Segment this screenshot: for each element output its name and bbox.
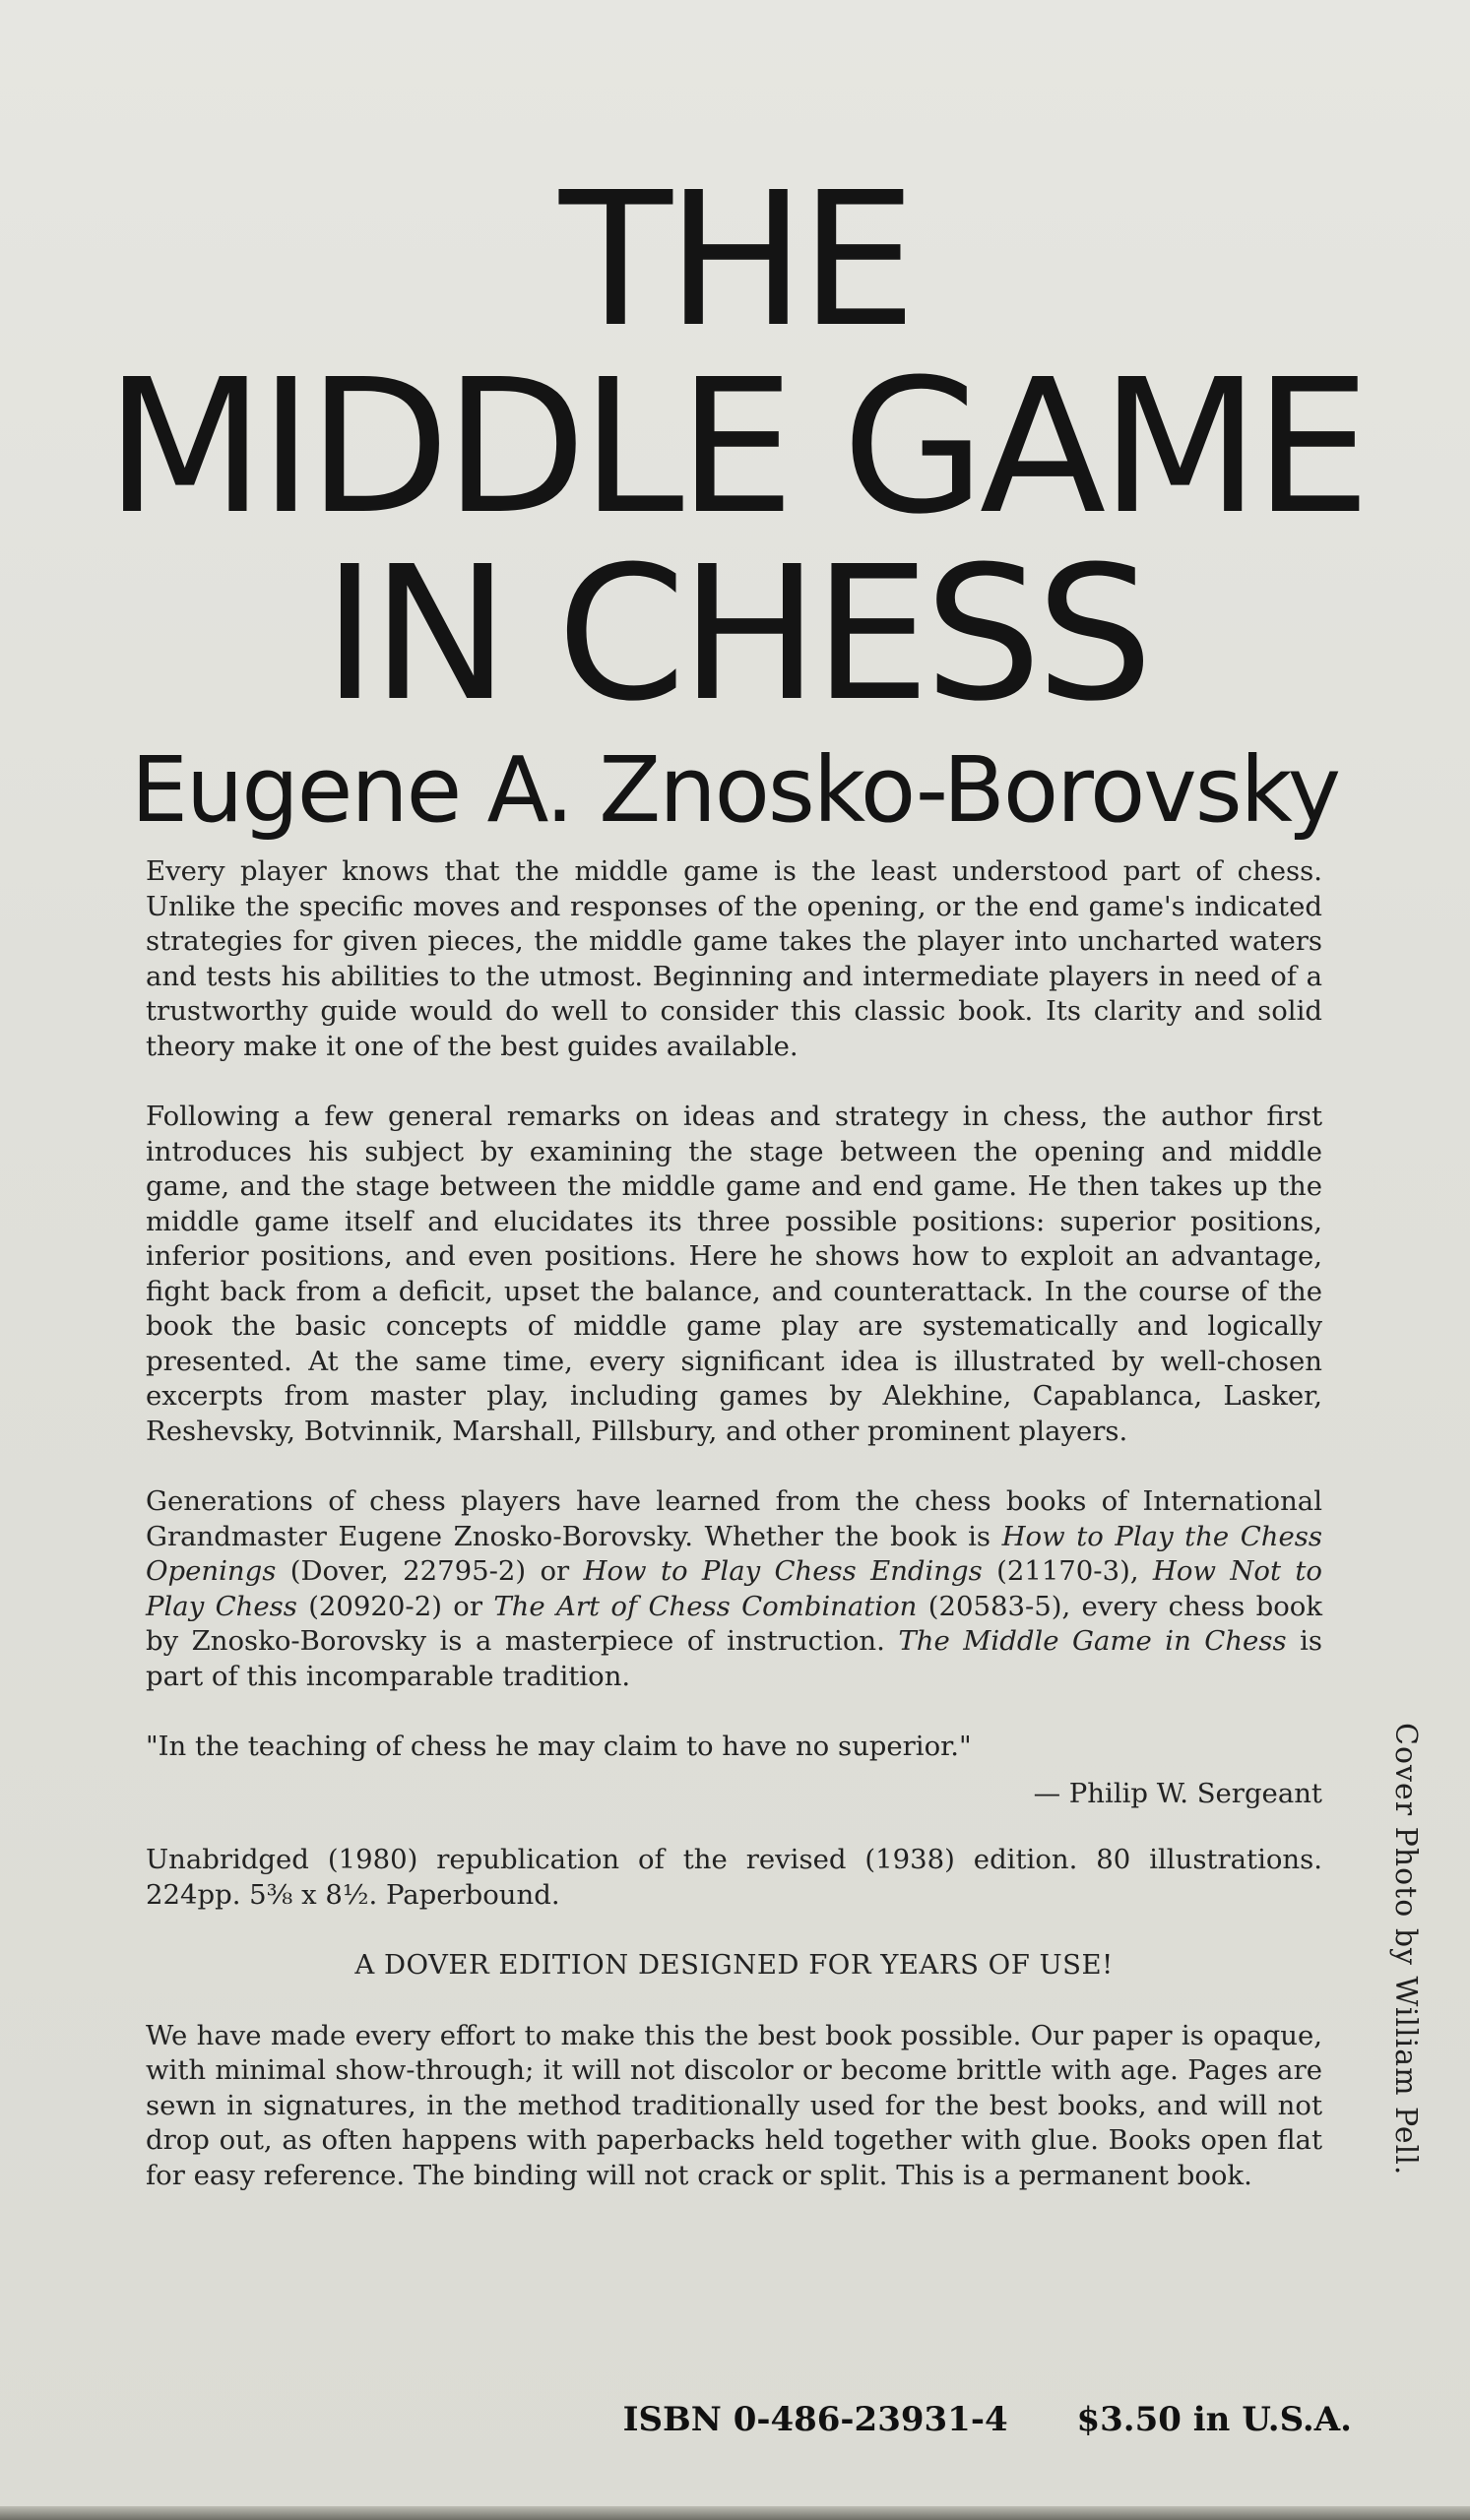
p3-text-1: Generations of chess players have learned from the chess books of International Grandmaster Eugene Znosko-Borovsky. Whether the book is: [146, 1485, 1322, 1552]
description-paragraph-2: Following a few general remarks on ideas and strategy in chess, the author first introduces his subject by examining the stage between the opening and middle game, and the stage between the middle game and end game. He then takes up the middle game itself and elucidates its three possible positions: superior positions, inferior positions, and even positions. Here he shows how to exploit an advantage, fight back from a deficit, upset the balance, and counterattack. In the course of the book the basic concepts of middle game play are systematically and logically presented. At the same time, every significant idea is illustrated by well-chosen excerpts from master play, including games by Alekhine, Capablanca, Lasker, Reshevsky, Botvinnik, Marshall, Pillsbury, and other prominent players.: [146, 1101, 1322, 1447]
edition-specs: Unabridged (1980) republication of the revised (1938) edition. 80 illustrations. 224pp. 5⅜ x 8½. Paperbound.: [146, 1844, 1322, 1911]
p3-text-5: (20583-5), every chess book by Znosko-Borovsky is a masterpiece of instruction.: [146, 1590, 1323, 1657]
isbn: ISBN 0-486-23931-4: [622, 2400, 1008, 2439]
book-title-chess-endings: How to Play Chess Endings: [583, 1555, 983, 1587]
book-title-chess-openings: How to Play the Chess Openings: [146, 1520, 1322, 1587]
dover-text: We have made every effort to make this the best book possible. Our paper is opaque, with minimal show-through; it will not discolor or become brittle with age. Pages are sewn in signatures, in the method traditionally used for the best books, and will not drop out, as often happens with paperbacks held together with glue. Books open flat for easy reference. The binding will not crack or split. This is a permanent book.: [146, 2019, 1322, 2191]
book-title-middle-game: The Middle Game in Chess: [898, 1625, 1287, 1657]
title-block: [0, 153, 1470, 845]
p3-text-4: (20920-2) or: [296, 1590, 494, 1622]
description-paragraph-3: [146, 1484, 1322, 1694]
book-title-art-of-combination: The Art of Chess Combination: [493, 1590, 918, 1622]
title-line-2: MIDDLE GAME: [104, 340, 1366, 555]
p3-text-2: (Dover, 22795-2) or: [276, 1555, 584, 1587]
quote-attribution: — Philip W. Sergeant: [1033, 1777, 1322, 1809]
p3-text-3: (21170-3),: [982, 1555, 1153, 1587]
description-paragraph-1: Every player knows that the middle game is the least understood part of chess. Unlike the specific moves and responses of the opening, or the end game's indicated strategies for given pieces, the middle game takes the player into uncharted waters and tests his abilities to the utmost. Beginning and intermediate players in need of a trustworthy guide would do well to consider this classic book. Its clarity and solid theory make it one of the best guides available.: [146, 855, 1322, 1062]
cover-bottom-edge: [0, 2506, 1470, 2520]
description-text: [146, 854, 1322, 2229]
price: $3.50 in U.S.A.: [1076, 2400, 1352, 2439]
quote-block: [146, 1730, 1322, 1811]
book-title-how-not-to-play: How Not to Play Chess: [146, 1555, 1322, 1622]
dover-heading: A DOVER EDITION DESIGNED FOR YEARS OF USE!: [354, 1949, 1114, 1981]
title-line-3: IN CHESS: [322, 527, 1148, 742]
quote-text: "In the teaching of chess he may claim to have no superior.": [146, 1731, 972, 1762]
p3-text-6: is part of this incomparable tradition.: [146, 1625, 1323, 1692]
title-line-1: THE: [559, 153, 911, 368]
author-name: Eugene A. Znosko-Borovsky: [130, 737, 1340, 843]
footer: [623, 2400, 1352, 2439]
cover-photo-credit: Cover Photo by William Pell.: [1388, 1723, 1423, 2176]
